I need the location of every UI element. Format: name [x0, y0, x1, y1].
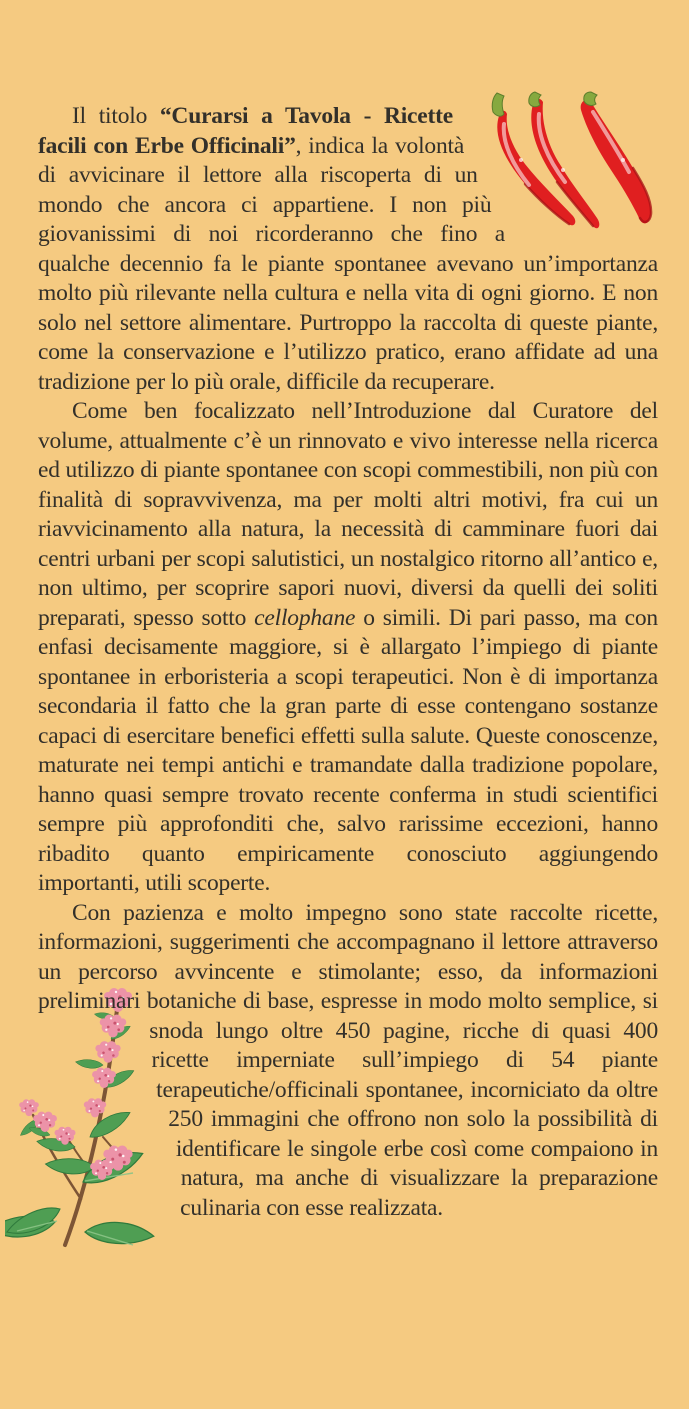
paragraph-2	[38, 397, 658, 899]
paragraph-1-body: , indica la volontà di avvicinare il lettore alla riscoperta di un mondo che ancora ci appartiene. I non più giovanissimi di noi ricorderanno che fino a qualche decennio fa le piante spontanee avevano un’importanza molto più rilevante nella cultura e nella vita di ogni giorno. E non solo nel settore alimentare. Purtroppo la raccolta di queste piante, come la conservazione e l’utilizzo pratico, erano affidate ad una tradizione per lo più orale, difficile da recuperare.	[38, 132, 658, 395]
paragraph-3	[38, 899, 658, 1224]
italic-term-cellophane: cellophane	[254, 604, 356, 631]
paragraph-2-part2: o simili. Di pari passo, ma con enfasi decisamente maggiore, si è allargato l’impiego di piante spontanee in erboristeria a scopi terapeutici. Non è di importanza secondaria il fatto che la gran parte di esse contengano sostanze capaci di esercitare benefici effetti sulla salute. Queste conoscenze, maturate nei tempi antichi e tramandate dalla tradizione popolare, hanno quasi sempre trovato recente conferma in studi scientifici sempre più approfonditi che, salvo rarissime eccezioni, hanno ribadito quanto empiricamente conosciuto aggiungendo importanti, utili scoperte.	[38, 604, 658, 896]
paragraph-1-intro: Il titolo	[72, 103, 160, 129]
chili-peppers-illustration	[463, 90, 668, 240]
paragraph-3-part2: modo molto semplice, si snoda lungo oltre 450 pagine, ricche di quasi 400 ricette imperniate sull’impiego di 54 piante terapeutiche/officinali spontanee, incorniciato da oltre 250 immagini che offrono non solo la possibilità di identificare le singole erbe così come compaiono in natura, ma anche di visualizzare la preparazione culinaria con esse realizzata.	[149, 988, 658, 1221]
review-text-block	[38, 102, 658, 1253]
paragraph-2-part1: Come ben focalizzato nell’Introduzione dal Curatore del volume, attualmente c’è un rinnovato e vivo interesse nella ricerca ed utilizzo di piante spontanee con scopi commestibili, non più con finalità di sopravvivenza, ma per molti altri motivi, fra cui un riavvicinamento alla natura, la necessità di camminare fuori dai centri urbani per scopi salutistici, un nostalgico ritorno all’antico e, non ultimo, per scoprire sapori nuovi, diversi da quelli dei soliti preparati, spesso sotto	[38, 398, 658, 631]
paragraph-1	[38, 102, 658, 397]
book-title: “Curarsi a Tavola - Ricette facili con Erbe Officinali”	[38, 103, 453, 159]
paragraph-3-part1: Con pazienza e molto impegno sono state raccolte ricette, informazioni, suggerimenti che accompagnano il lettore attraverso un percorso avvincente e stimolante; esso, da informazioni preliminari botaniche di base, espresse in	[38, 899, 658, 1014]
